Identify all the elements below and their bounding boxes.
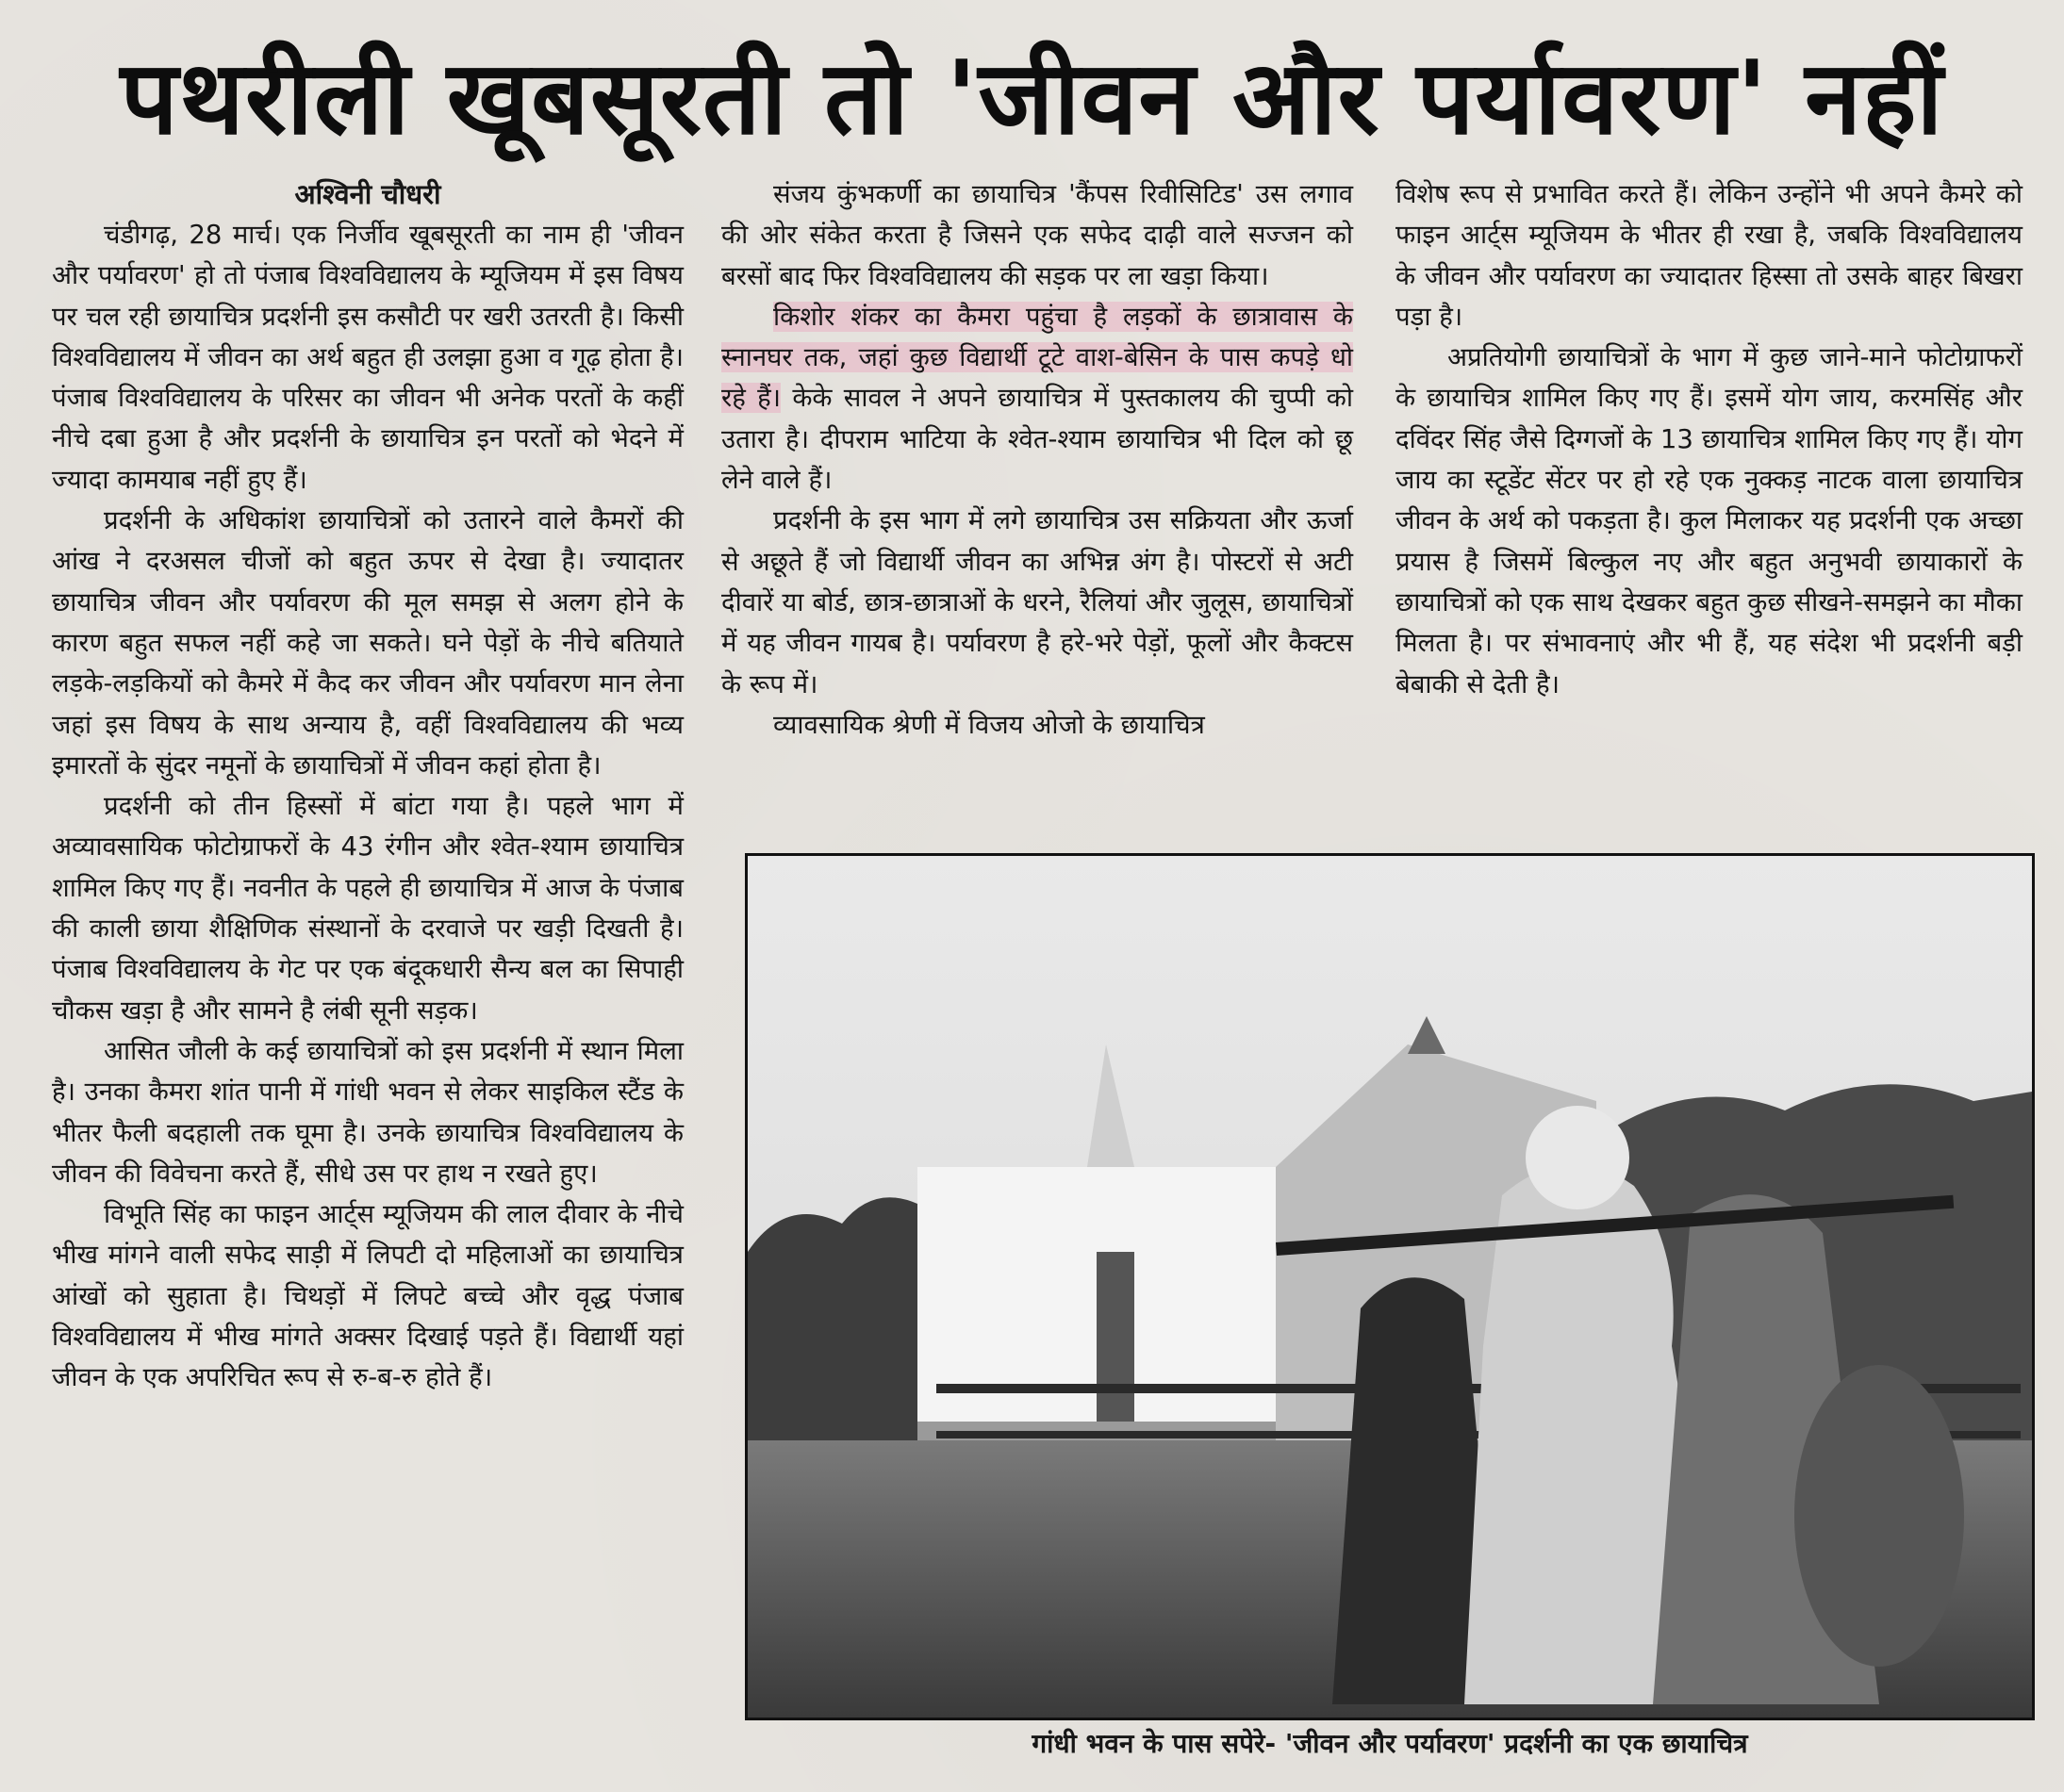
paragraph: विशेष रूप से प्रभावित करते हैं। लेकिन उन्होंने भी अपने कैमरे को फाइन आर्ट्स म्यूजियम के भीतर ही रखा है, जबकि विश्वविद्यालय के जीवन और पर्यावरण का ज्यादातर हिस्सा तो उसके बाहर बिखरा पड़ा है। [1395,179,2023,332]
article-column-3 [1395,174,2023,705]
paragraph [721,297,1353,501]
article-column-1 [52,174,684,1399]
byline: अश्विनी चौधरी [294,178,441,210]
paragraph: व्यावसायिक श्रेणी में विजय ओजो के छायाचित्र [773,709,1205,740]
highlighted-text: किशोर शंकर का कैमरा पहुंचा है लड़कों के छात्रावास के स्नानघर तक, जहां कुछ विद्यार्थी टूटे वाश-बेसिन के पास कपड़े धो रहे हैं। [721,301,1353,414]
paragraph: विभूति सिंह का फाइन आर्ट्स म्यूजियम की लाल दीवार के नीचे भीख मांगने वाली सफेद साड़ी में लिपटी दो महिलाओं का छायाचित्र आंखों को सुहाता है। चिथड़ों में लिपटे बच्चे और वृद्ध पंजाब विश्वविद्यालय में भीख मांगते अक्सर दिखाई पड़ते हैं। विद्यार्थी यहां जीवन के एक अपरिचित रूप से रु-ब-रु होते हैं। [52,1199,684,1393]
paragraph: प्रदर्शनी को तीन हिस्सों में बांटा गया है। पहले भाग में अव्यावसायिक फोटोग्राफरों के 43 रंगीन और श्वेत-श्याम छायाचित्र शामिल किए गए हैं। नवनीत के पहले ही छायाचित्र में आज के पंजाब की काली छाया शैक्षिणिक संस्थानों के दरवाजे पर खड़ी दिखती है। पंजाब विश्वविद्यालय के गेट पर एक बंदूकधारी सैन्य बल का सिपाही चौकस खड़ा है और सामने है लंबी सूनी सड़क। [52,791,684,1026]
paragraph-continuation: केके सावल ने अपने छायाचित्र में पुस्तकालय की चुप्पी को उतारा है। दीपराम भाटिया के श्वेत-श्याम छायाचित्र भी दिल को छू लेने वाले हैं। [721,383,1353,496]
paragraph: प्रदर्शनी के अधिकांश छायाचित्रों को उतारने वाले कैमरों की आंख ने दरअसल चीजों को बहुत ऊपर से देखा है। ज्यादातर छायाचित्र जीवन और पर्यावरण की मूल समझ से अलग होने के कारण बहुत सफल नहीं कहे जा सकते। घने पेड़ों के नीचे बतियाते लड़के-लड़कियों को कैमरे में कैद कर जीवन और पर्यावरण मान लेना जहां इस विषय के साथ अन्याय है, वहीं विश्वविद्यालय की भव्य इमारतों के सुंदर नमूनों के छायाचित्रों में जीवन कहां होता है। [52,505,684,781]
headline: पथरीली खूबसूरती तो 'जीवन और पर्यावरण' नहीं [120,40,1944,157]
photo-caption: गांधी भवन के पास सपेरे- 'जीवन और पर्यावरण' प्रदर्शनी का एक छायाचित्र [1032,1728,1748,1759]
paragraph: आसित जौली के कई छायाचित्रों को इस प्रदर्शनी में स्थान मिला है। उनका कैमरा शांत पानी में गांधी भवन से लेकर साइकिल स्टैंड के भीतर फैली बदहाली तक घूमा है। उनके छायाचित्र विश्वविद्यालय के जीवन की विवेचना करते हैं, सीधे उस पर हाथ न रखते हुए। [52,1035,684,1189]
paragraph: संजय कुंभकर्णी का छायाचित्र 'कैंपस रिवीसिटिड' उस लगाव की ओर संकेत करता है जिसने एक सफेद दाढ़ी वाले सज्जन को बरसों बाद फिर विश्वविद्यालय की सड़क पर ला खड़ा किया। [721,179,1353,291]
paragraph: अप्रतियोगी छायाचित्रों के भाग में कुछ जाने-माने फोटोग्राफरों के छायाचित्र शामिल किए गए हैं। इसमें योग जाय, करमसिंह और दविंदर सिंह जैसे दिग्गजों के 13 छायाचित्र शामिल किए गए हैं। योग जाय का स्टूडेंट सेंटर पर हो रहे एक नुक्कड़ नाटक वाला छायाचित्र जीवन के अर्थ को पकड़ता है। कुल मिलाकर यह प्रदर्शनी एक अच्छा प्रयास है जिसमें बिल्कुल नए और बहुत अनुभवी छायाकारों के छायाचित्रों को एक साथ देखकर बहुत कुछ सीखने-समझने का मौका मिलता है। पर संभावनाएं और भी हैं, यह संदेश भी प्रदर्शनी बड़ी बेबाकी से देती है। [1395,342,2023,699]
article-column-2 [721,174,1353,746]
paragraph: प्रदर्शनी के इस भाग में लगे छायाचित्र उस सक्रियता और ऊर्जा से अछूते हैं जो विद्यार्थी जीवन का अभिन्न अंग है। पोस्टरों से अटी दीवारें या बोर्ड, छात्र-छात्राओं के धरने, रैलियां और जुलूस, छायाचित्रों में यह जीवन गायब है। पर्यावरण है हरे-भरे पेड़ों, फूलों और कैक्टस के रूप में। [721,505,1353,699]
news-photograph [745,853,2035,1720]
paragraph: चंडीगढ़, 28 मार्च। एक निर्जीव खूबसूरती का नाम ही 'जीवन और पर्यावरण' हो तो पंजाब विश्वविद्यालय के म्यूजियम में इस विषय पर चल रही छायाचित्र प्रदर्शनी इस कसौटी पर खरी उतरती है। किसी विश्वविद्यालय में जीवन का अर्थ बहुत ही उलझा हुआ व गूढ़ होता है। पंजाब विश्वविद्यालय के परिसर का जीवन भी अनेक परतों के कहीं नीचे दबा हुआ है और प्रदर्शनी के छायाचित्र इन परतों को भेदने में ज्यादा कामयाब नहीं हुए हैं। [52,220,684,495]
photo-snake-charmers-image [748,856,2032,1718]
